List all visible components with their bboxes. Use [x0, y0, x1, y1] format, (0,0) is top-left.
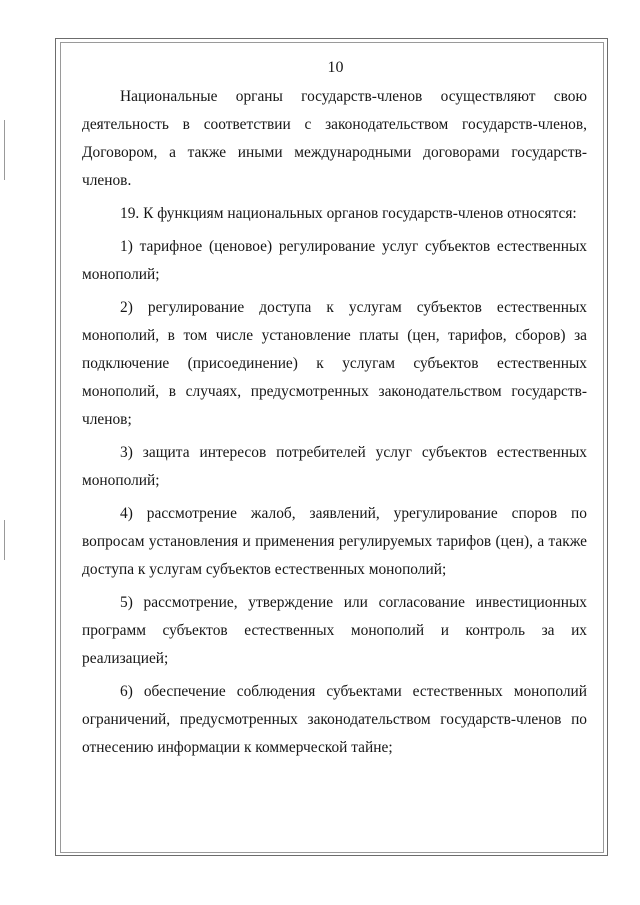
scan-mark-left-bottom — [4, 520, 5, 560]
list-item-2: 2) регулирование доступа к услугам субъектов естественных монополий, в том числе установление платы (цен, тарифов, сборов) за подключение (присоединение) к услугам субъектов естественных монополий, в случаях, предусмотренных законодательством государств-членов; — [82, 299, 587, 428]
list-item-1: 1) тарифное (ценовое) регулирование услуг субъектов естественных монополий; — [82, 238, 587, 283]
list-item-6: 6) обеспечение соблюдения субъектами естественных монополий ограничений, предусмотренных законодательством государств-членов по отнесению информации к коммерческой тайне; — [82, 683, 587, 756]
paragraph-item-19-heading: 19. К функциям национальных органов государств-членов относятся: — [120, 205, 577, 222]
scan-mark-left-top — [4, 120, 5, 180]
paragraph-national-bodies-activity: Национальные органы государств-членов осуществляют свою деятельность в соответствии с законодательством государств-членов, Договором, а также иными международными договорами государств-членов. — [82, 88, 587, 189]
page-number: 10 — [327, 59, 344, 76]
list-item-5: 5) рассмотрение, утверждение или согласование инвестиционных программ субъектов естественных монополий и контроль за их реализацией; — [82, 594, 587, 667]
list-item-3: 3) защита интересов потребителей услуг субъектов естественных монополий; — [82, 444, 587, 489]
list-item-4: 4) рассмотрение жалоб, заявлений, урегулирование споров по вопросам установления и применения регулируемых тарифов (цен), а также доступа к услугам субъектов естественных монополий; — [82, 505, 587, 578]
document-body — [82, 55, 587, 762]
